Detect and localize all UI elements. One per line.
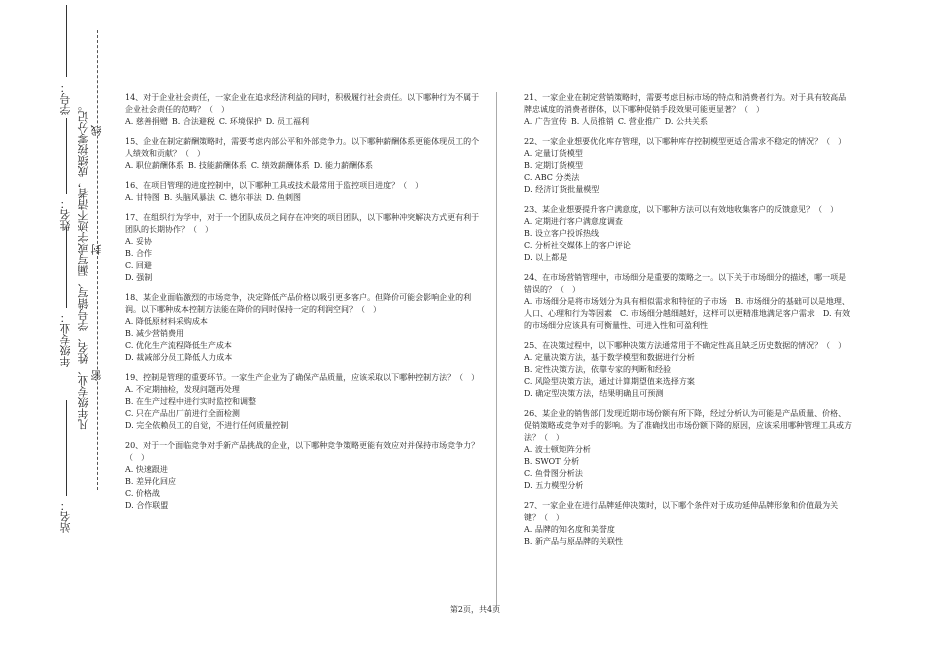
answer-option: B. 合法避税 xyxy=(171,117,215,126)
answer-option: D. 员工福利 xyxy=(265,117,309,126)
answer-option: B. 设立客户投诉热线 xyxy=(524,229,599,238)
student-id-label: 学号： xyxy=(59,82,72,115)
question xyxy=(524,136,854,196)
grade-major-label: 年级专业： xyxy=(59,312,72,367)
question-stem: 14、对于企业社会责任，一家企业在追求经济利益的同时，积极履行社会责任。以下哪种行为不属于企业社会责任的范畴？（ ） xyxy=(125,93,480,114)
name-line xyxy=(66,118,67,194)
answer-option: D. 五力模型分析 xyxy=(524,481,584,490)
notice-text: 凡年级专业、姓名、学号错写、漏写或字迹不清者，成绩按零分记。 xyxy=(77,100,90,430)
option-list xyxy=(125,464,480,512)
answer-option: B. 人员推销 xyxy=(570,117,614,126)
question xyxy=(524,272,854,332)
answer-option: D. 合作联盟 xyxy=(125,501,169,510)
station-name-label: 站名： xyxy=(59,500,72,533)
question-stem: 24、在市场营销管理中，市场细分是重要的策略之一。以下关于市场细分的描述，哪一项是错误的？（ ） xyxy=(524,273,847,294)
option-list xyxy=(524,444,854,492)
question xyxy=(524,500,854,548)
answer-option: A. 波士顿矩阵分析 xyxy=(524,445,591,454)
answer-option: C. ABC 分类法 xyxy=(524,173,580,182)
answer-option: A. 甘特图 xyxy=(125,193,160,202)
answer-option: D. 强制 xyxy=(125,273,153,282)
option-line xyxy=(125,192,480,204)
seal-xian: 线 xyxy=(90,125,103,136)
answer-option: C. 鱼骨图分析法 xyxy=(524,469,583,478)
answer-option: A. 不定期抽检，发现问题再处理 xyxy=(125,385,240,394)
name-label: 姓名： xyxy=(59,198,72,231)
left-column xyxy=(125,92,480,520)
answer-option: B. 定性决策方法，依靠专家的判断和经验 xyxy=(524,365,671,374)
answer-option: C. 回避 xyxy=(125,261,152,270)
question-stem: 26、某企业的销售部门发现近期市场份额有所下降，经过分析认为可能是产品质量、价格、促销策略或竞争对手的影响。为了准确找出市场份额下降的原因，应该采用哪种管理工具或方法？（ ） xyxy=(524,409,852,442)
question xyxy=(524,92,854,128)
grade-major-line xyxy=(66,228,67,308)
answer-option: C. 环境保护 xyxy=(218,117,262,126)
question-stem: 17、在组织行为学中，对于一个团队成员之间存在冲突的项目团队，以下哪种冲突解决方式更有利于团队的长期协作？（ ） xyxy=(125,213,480,234)
cut-line xyxy=(97,30,98,490)
question xyxy=(524,408,854,492)
answer-option: A. 市场细分是将市场划分为具有相似需求和特征的子市场 B. 市场细分的基础可以是地理、人口、心理和行为等因素 C. 市场细分越细越好，这样可以更精准地满足客户需求 D. 有效的市场细分应该具有可衡量性、可进入性和可盈利性 xyxy=(524,297,851,330)
question-stem: 21、一家企业在制定营销策略时，需要考虑目标市场的特点和消费者行为。对于具有较高品牌忠诚度的消费者群体，以下哪种促销手段效果可能更显著？（ ） xyxy=(524,93,847,114)
option-line xyxy=(524,116,854,128)
answer-option: A. 快速跟进 xyxy=(125,465,168,474)
answer-option: A. 妥协 xyxy=(125,237,152,246)
option-list xyxy=(524,148,854,196)
question xyxy=(125,292,480,364)
answer-option: A. 降低原材料采购成本 xyxy=(125,317,208,326)
answer-option: C. 价格战 xyxy=(125,489,160,498)
answer-option: A. 职位薪酬体系 xyxy=(125,161,184,170)
answer-option: B. 新产品与原品牌的关联性 xyxy=(524,537,623,546)
answer-option: C. 只在产品出厂前进行全面检测 xyxy=(125,409,240,418)
option-list xyxy=(524,524,854,548)
option-list xyxy=(125,384,480,432)
answer-option: A. 定期进行客户满意度调查 xyxy=(524,217,623,226)
question xyxy=(125,136,480,172)
answer-option: C. 风险型决策方法，通过计算期望值来选择方案 xyxy=(524,377,695,386)
answer-option: A. 定量订货模型 xyxy=(524,149,583,158)
question-stem: 19、控制是管理的重要环节。一家生产企业为了确保产品质量，应该采取以下哪种控制方法？（ ） xyxy=(125,373,480,382)
option-line xyxy=(125,116,480,128)
question-stem: 27、一家企业在进行品牌延伸决策时，以下哪个条件对于成功延伸品牌形象和价值最为关键？（ ） xyxy=(524,501,839,522)
answer-option: A. 品牌的知名度和美誉度 xyxy=(524,525,615,534)
answer-option: D. 鱼刺图 xyxy=(265,193,301,202)
answer-option: D. 裁减部分员工降低人力成本 xyxy=(125,353,233,362)
student-id-line xyxy=(66,5,67,77)
answer-option: C. 优化生产流程降低生产成本 xyxy=(125,341,232,350)
answer-option: D. 能力薪酬体系 xyxy=(313,161,373,170)
page-number: 第2页，共4页 xyxy=(449,605,501,614)
option-list xyxy=(125,236,480,284)
right-column xyxy=(524,92,854,556)
question-stem: 23、某企业想要提升客户满意度，以下哪种方法可以有效地收集客户的反馈意见？（ ） xyxy=(524,205,839,214)
question xyxy=(524,340,854,400)
answer-option: C. 德尔菲法 xyxy=(218,193,262,202)
question-stem: 18、某企业面临激烈的市场竞争，决定降低产品价格以吸引更多客户。但降价可能会影响企业的利润。以下哪种成本控制方法能在降价的同时保持一定的利润空间？（ ） xyxy=(125,293,472,314)
answer-option: A. 定量决策方法，基于数学模型和数据进行分析 xyxy=(524,353,695,362)
option-list xyxy=(524,296,854,332)
answer-option: D. 以上都是 xyxy=(524,253,568,262)
answer-option: B. 定期订货模型 xyxy=(524,161,583,170)
answer-option: D. 经济订货批量模型 xyxy=(524,185,600,194)
question xyxy=(125,440,480,512)
option-list xyxy=(524,216,854,264)
answer-option: A. 慈善捐赠 xyxy=(125,117,168,126)
answer-option: C. 营业推广 xyxy=(617,117,661,126)
answer-option: C. 绩效薪酬体系 xyxy=(250,161,310,170)
question-stem: 20、对于一个面临竞争对手新产品挑战的企业，以下哪种竞争策略更能有效应对并保持市场竞争力？（ ） xyxy=(125,441,480,462)
answer-option: D. 公共关系 xyxy=(664,117,708,126)
seal-mi: 密 xyxy=(90,370,103,381)
binding-margin xyxy=(0,0,110,672)
answer-option: B. 技能薪酬体系 xyxy=(187,161,247,170)
column-divider xyxy=(496,92,497,610)
question xyxy=(125,372,480,432)
option-list xyxy=(524,352,854,400)
answer-option: C. 分析社交媒体上的客户评论 xyxy=(524,241,631,250)
seal-feng: 封 xyxy=(90,244,103,255)
question-stem: 15、企业在制定薪酬策略时，需要考虑内部公平和外部竞争力。以下哪种薪酬体系更能体现员工的个人绩效和贡献？（ ） xyxy=(125,137,480,158)
question xyxy=(125,180,480,204)
question-stem: 25、在决策过程中，以下哪种决策方法通常用于不确定性高且缺乏历史数据的情况？（ ） xyxy=(524,341,847,350)
question xyxy=(125,212,480,284)
question-stem: 16、在项目管理的进度控制中，以下哪种工具或技术最常用于监控项目进度？（ ） xyxy=(125,181,424,190)
question xyxy=(524,204,854,264)
answer-option: A. 广告宣传 xyxy=(524,117,567,126)
option-line xyxy=(125,160,480,172)
option-list xyxy=(125,316,480,364)
station-name-line xyxy=(66,400,67,496)
answer-option: B. 减少营销费用 xyxy=(125,329,184,338)
answer-option: B. 在生产过程中进行实时监控和调整 xyxy=(125,397,256,406)
answer-option: D. 确定型决策方法，结果明确且可预测 xyxy=(524,389,664,398)
answer-option: B. 合作 xyxy=(125,249,152,258)
question-stem: 22、一家企业想要优化库存管理，以下哪种库存控制模型更适合需求不稳定的情况？（ ） xyxy=(524,137,847,146)
answer-option: D. 完全依赖员工的自觉，不进行任何质量控制 xyxy=(125,421,289,430)
answer-option: B. 头脑风暴法 xyxy=(163,193,215,202)
answer-option: B. SWOT 分析 xyxy=(524,457,580,466)
answer-option: B. 差异化回应 xyxy=(125,477,176,486)
question xyxy=(125,92,480,128)
